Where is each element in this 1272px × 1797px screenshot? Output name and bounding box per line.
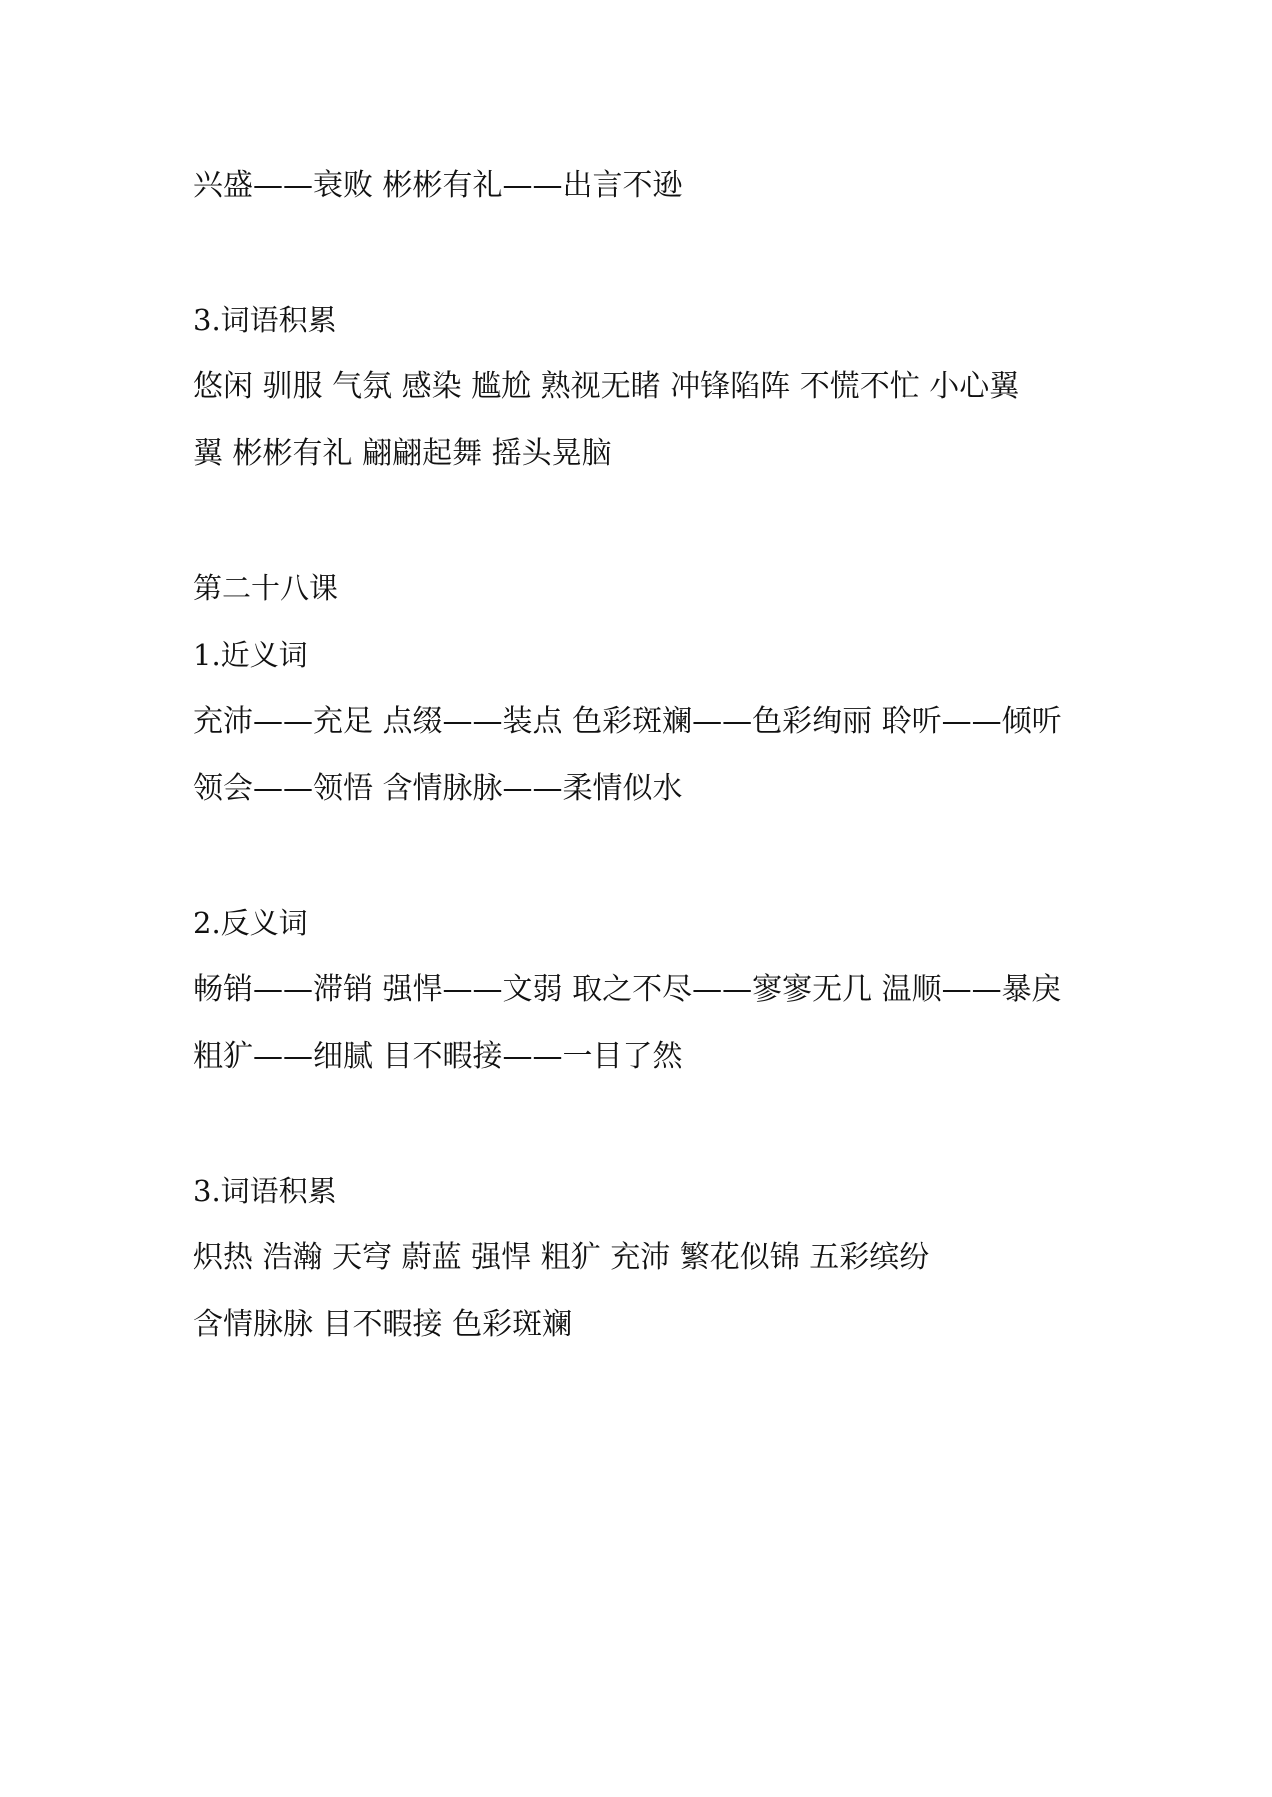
section-heading-synonyms: 1.近义词 (193, 638, 308, 672)
synonym-line: 领会——领悟 含情脉脉——柔情似水 (193, 771, 683, 806)
antonym-line: 畅销——滞销 强悍——文弱 取之不尽——寥寥无几 温顺——暴戾 (193, 972, 1062, 1007)
vocabulary-line: 炽热 浩瀚 天穹 蔚蓝 强悍 粗犷 充沛 繁花似锦 五彩缤纷 (193, 1240, 930, 1275)
synonym-line: 充沛——充足 点缀——装点 色彩斑斓——色彩绚丽 聆听——倾听 (193, 704, 1062, 739)
antonym-line: 粗犷——细腻 目不暇接——一目了然 (193, 1039, 683, 1074)
section-heading-vocabulary: 3.词语积累 (193, 303, 337, 337)
lesson-title: 第二十八课 (193, 571, 339, 605)
antonym-line-continued: 兴盛——衰败 彬彬有礼——出言不逊 (193, 168, 683, 203)
vocabulary-line: 含情脉脉 目不暇接 色彩斑斓 (193, 1307, 573, 1342)
section-heading-vocabulary: 3.词语积累 (193, 1174, 337, 1208)
vocabulary-line: 悠闲 驯服 气氛 感染 尴尬 熟视无睹 冲锋陷阵 不慌不忙 小心翼 (193, 369, 1020, 404)
section-heading-antonyms: 2.反义词 (193, 906, 308, 940)
vocabulary-line: 翼 彬彬有礼 翩翩起舞 摇头晃脑 (193, 436, 612, 471)
